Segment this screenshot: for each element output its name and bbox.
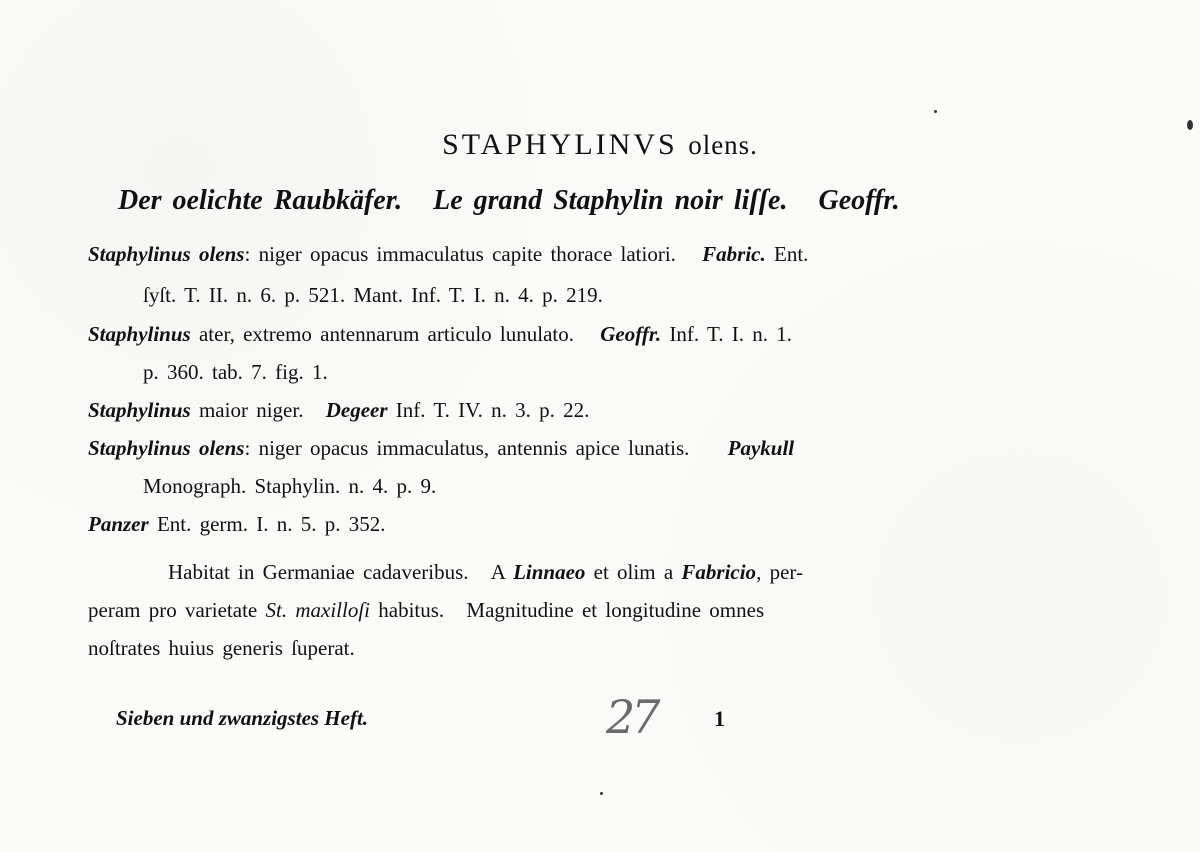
page-title [0, 128, 1200, 162]
diagnosis-text: : niger opacus immaculatus capite thorace latiori. [244, 242, 676, 266]
common-names [118, 185, 920, 217]
synonym-line-8 [88, 512, 386, 537]
synonym-line-1 [88, 242, 808, 267]
synonym-line-3 [88, 322, 792, 347]
taxon-name: Staphylinus [88, 398, 191, 422]
reference-text: Inf. T. IV. n. 3. p. 22. [395, 398, 590, 422]
paper-speck [1187, 120, 1193, 130]
paper-speck [600, 792, 603, 795]
taxon-name: Staphylinus olens [88, 242, 245, 266]
synonym-line-5 [88, 398, 589, 423]
habitat-text: Magnitudine et longitudine omnes [466, 598, 765, 622]
paper-speck [934, 110, 937, 113]
reference-text: Ent. [774, 242, 809, 266]
taxon-name: Staphylinus [88, 322, 191, 346]
taxon-name: Staphylinus olens [88, 436, 245, 460]
title-genus: STAPHYLINVS [442, 128, 678, 161]
habitat-line-1 [168, 560, 803, 585]
habitat-text: noſtrates huius generis ſuperat. [88, 636, 355, 660]
reference-text: Inf. T. I. n. 1. [669, 322, 792, 346]
title-species: olens. [688, 130, 758, 160]
diagnosis-text: maior niger. [198, 398, 304, 422]
signature-mark: Sieben und zwanzigstes Heft. [116, 706, 369, 730]
french-name-author: Geoffr. [818, 185, 900, 216]
author-name: Fabricio [681, 560, 757, 584]
habitat-line-2 [88, 598, 764, 623]
habitat-text: habitus. [378, 598, 445, 622]
synonym-line-2 [143, 283, 603, 308]
habitat-text: Habitat in Germaniae cadaveribus. [168, 560, 469, 584]
habitat-text: peram pro varietate [88, 598, 258, 622]
reference-author: Geoffr. [600, 322, 662, 346]
french-name: Le grand Staphylin noir liſſe. [433, 185, 788, 216]
habitat-text: A [490, 560, 505, 584]
author-name: Linnaeo [513, 560, 586, 584]
reference-text: Monograph. Staphylin. n. 4. p. 9. [143, 474, 437, 498]
handwritten-number: 27 [606, 690, 657, 744]
reference-text: Ent. germ. I. n. 5. p. 352. [156, 512, 386, 536]
reference-author: Fabric. [702, 242, 766, 266]
synonym-line-4 [143, 360, 328, 385]
habitat-text: , per- [756, 560, 803, 584]
german-name: Der oelichte Raubkäfer. [118, 185, 403, 216]
habitat-line-3 [88, 636, 355, 661]
synonym-line-6 [88, 436, 794, 461]
synonym-line-7 [143, 474, 436, 499]
reference-author: Degeer [325, 398, 388, 422]
sheet-mark: 1 [714, 706, 725, 731]
taxon-name: St. maxilloſi [265, 598, 370, 622]
diagnosis-text: : niger opacus immaculatus, antennis apice lunatis. [244, 436, 690, 460]
reference-author: Paykull [727, 436, 795, 460]
reference-text: ſyſt. T. II. n. 6. p. 521. Mant. Inf. T. I. n. 4. p. 219. [143, 283, 603, 307]
reference-author: Panzer [88, 512, 149, 536]
habitat-text: et olim a [593, 560, 674, 584]
reference-text: p. 360. tab. 7. fig. 1. [143, 360, 328, 384]
diagnosis-text: ater, extremo antennarum articulo lunulato. [198, 322, 574, 346]
